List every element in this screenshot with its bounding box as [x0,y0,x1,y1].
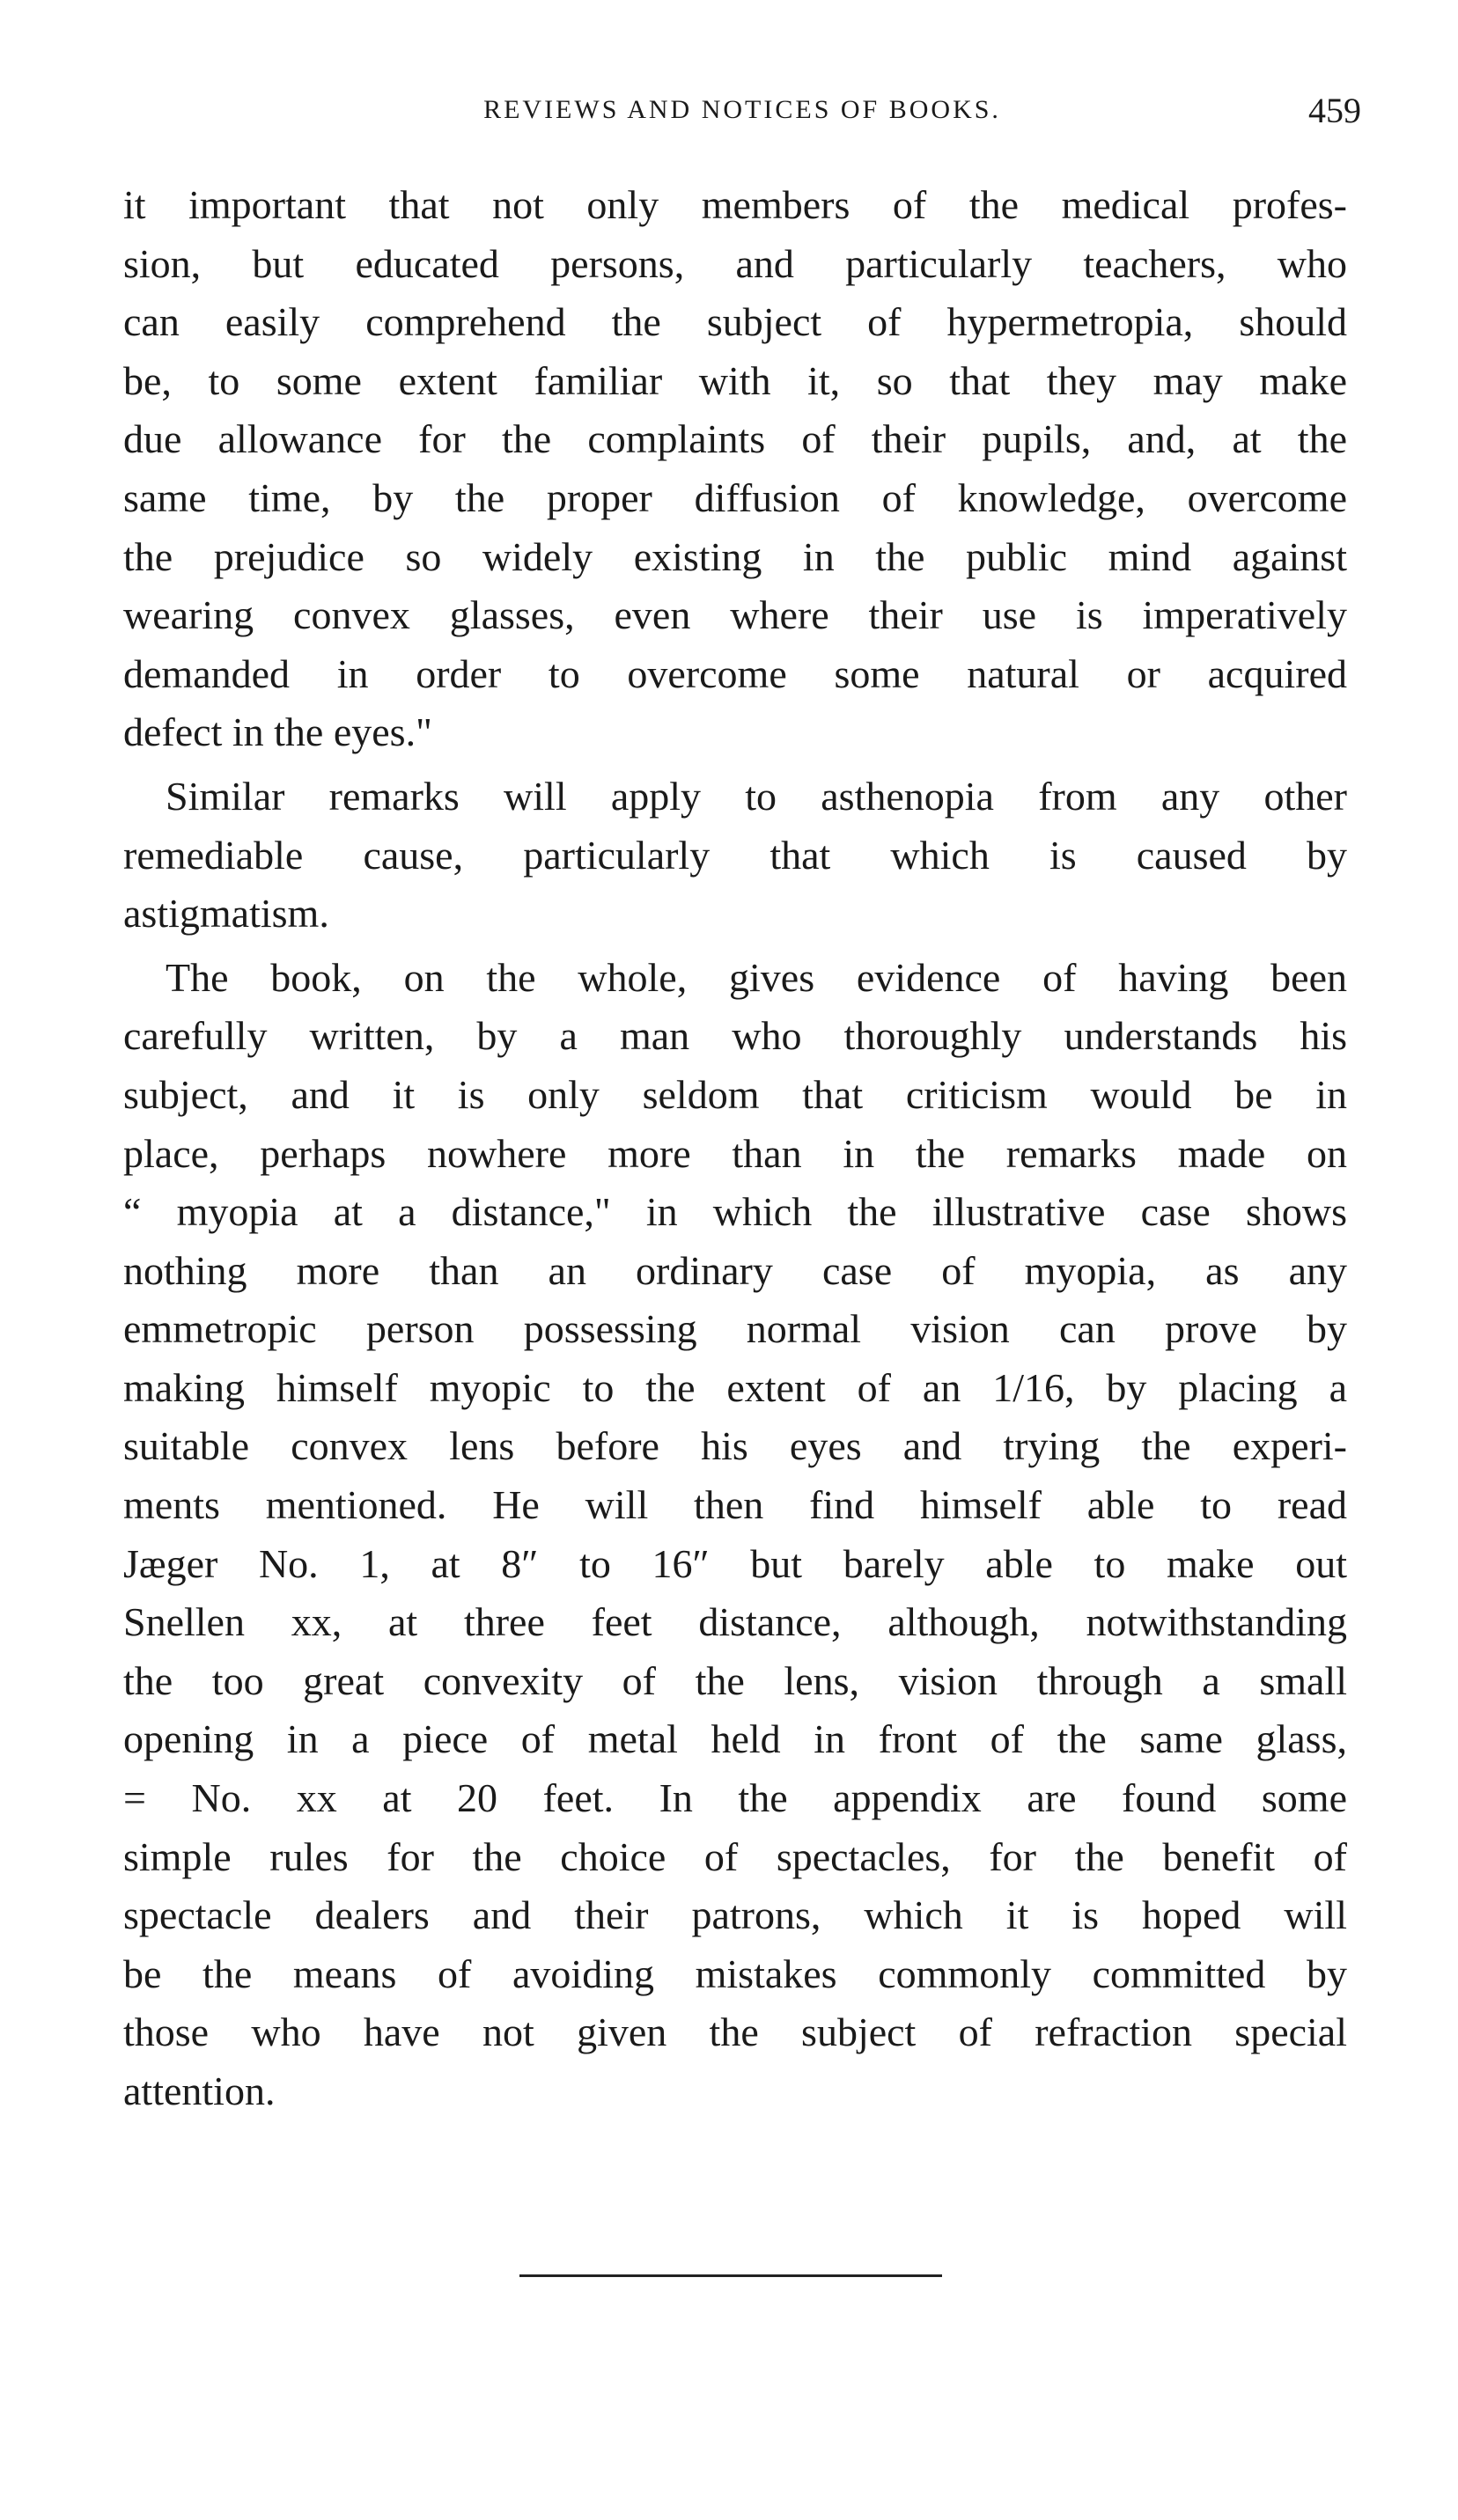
text-line: = No. xx at 20 feet. In the appendix are found some [123,1775,1347,1821]
text-line: Snellen xx, at three feet distance, although, notwithstanding [123,1599,1347,1645]
text-line: Similar remarks will apply to asthenopia from any other [166,773,1347,819]
text-line: suitable convex lens before his eyes and trying the experi- [123,1423,1347,1469]
text-line: wearing convex glasses, even where their use is imperatively [123,592,1347,638]
running-title: REVIEWS AND NOTICES OF BOOKS. [483,95,1001,124]
text-line: spectacle dealers and their patrons, which it is hoped will [123,1892,1347,1938]
text-line: be the means of avoiding mistakes commonly committed by [123,1951,1347,1996]
text-line: defect in the eyes." [123,709,432,755]
text-line: opening in a piece of metal held in front of the same glass, [123,1716,1347,1762]
text-line: The book, on the whole, gives evidence of having been [166,954,1347,1000]
text-line: emmetropic person possessing normal vision can prove by [123,1306,1347,1352]
running-head [123,91,1361,148]
text-line: remediable cause, particularly that which is caused by [123,832,1347,878]
text-line: simple rules for the choice of spectacles, for the benefit of [123,1833,1347,1879]
paragraph-1 [123,176,1347,762]
text-line: can easily comprehend the subject of hypermetropia, should [123,299,1347,345]
text-line: due allowance for the complaints of their pupils, and, at the [123,416,1347,462]
text-line: the prejudice so widely existing in the public mind against [123,533,1347,579]
text-line: attention. [123,2068,276,2113]
text-line: ments mentioned. He will then find himself able to read [123,1482,1347,1528]
text-line: demanded in order to overcome some natural or acquired [123,650,1347,696]
text-line: Jæger No. 1, at 8″ to 16″ but barely able to make out [123,1540,1347,1586]
text-line: making himself myopic to the extent of an 1/16, by placing a [123,1364,1347,1410]
body-text [123,176,1347,2121]
text-line: nothing more than an ordinary case of myopia, as any [123,1247,1347,1293]
text-line: astigmatism. [123,891,329,937]
text-line: sion, but educated persons, and particularly teachers, who [123,240,1347,286]
text-line: it important that not only members of the medical profes- [123,182,1347,227]
section-divider-rule [519,2274,942,2277]
text-line: place, perhaps nowhere more than in the remarks made on [123,1130,1347,1176]
text-line: carefully written, by a man who thoroughly understands his [123,1013,1347,1059]
text-line: subject, and it is only seldom that criticism would be in [123,1071,1347,1117]
text-line: the too great convexity of the lens, vision through a small [123,1657,1347,1703]
paragraph-2 [123,768,1347,944]
page-number: 459 [1308,91,1361,130]
text-line: “ myopia at a distance," in which the illustrative case shows [123,1189,1347,1235]
text-line: same time, by the proper diffusion of knowledge, overcome [123,474,1347,520]
text-line: those who have not given the subject of refraction special [123,2009,1347,2055]
paragraph-3 [123,949,1347,2121]
text-line: be, to some extent familiar with it, so that they may make [123,357,1347,403]
